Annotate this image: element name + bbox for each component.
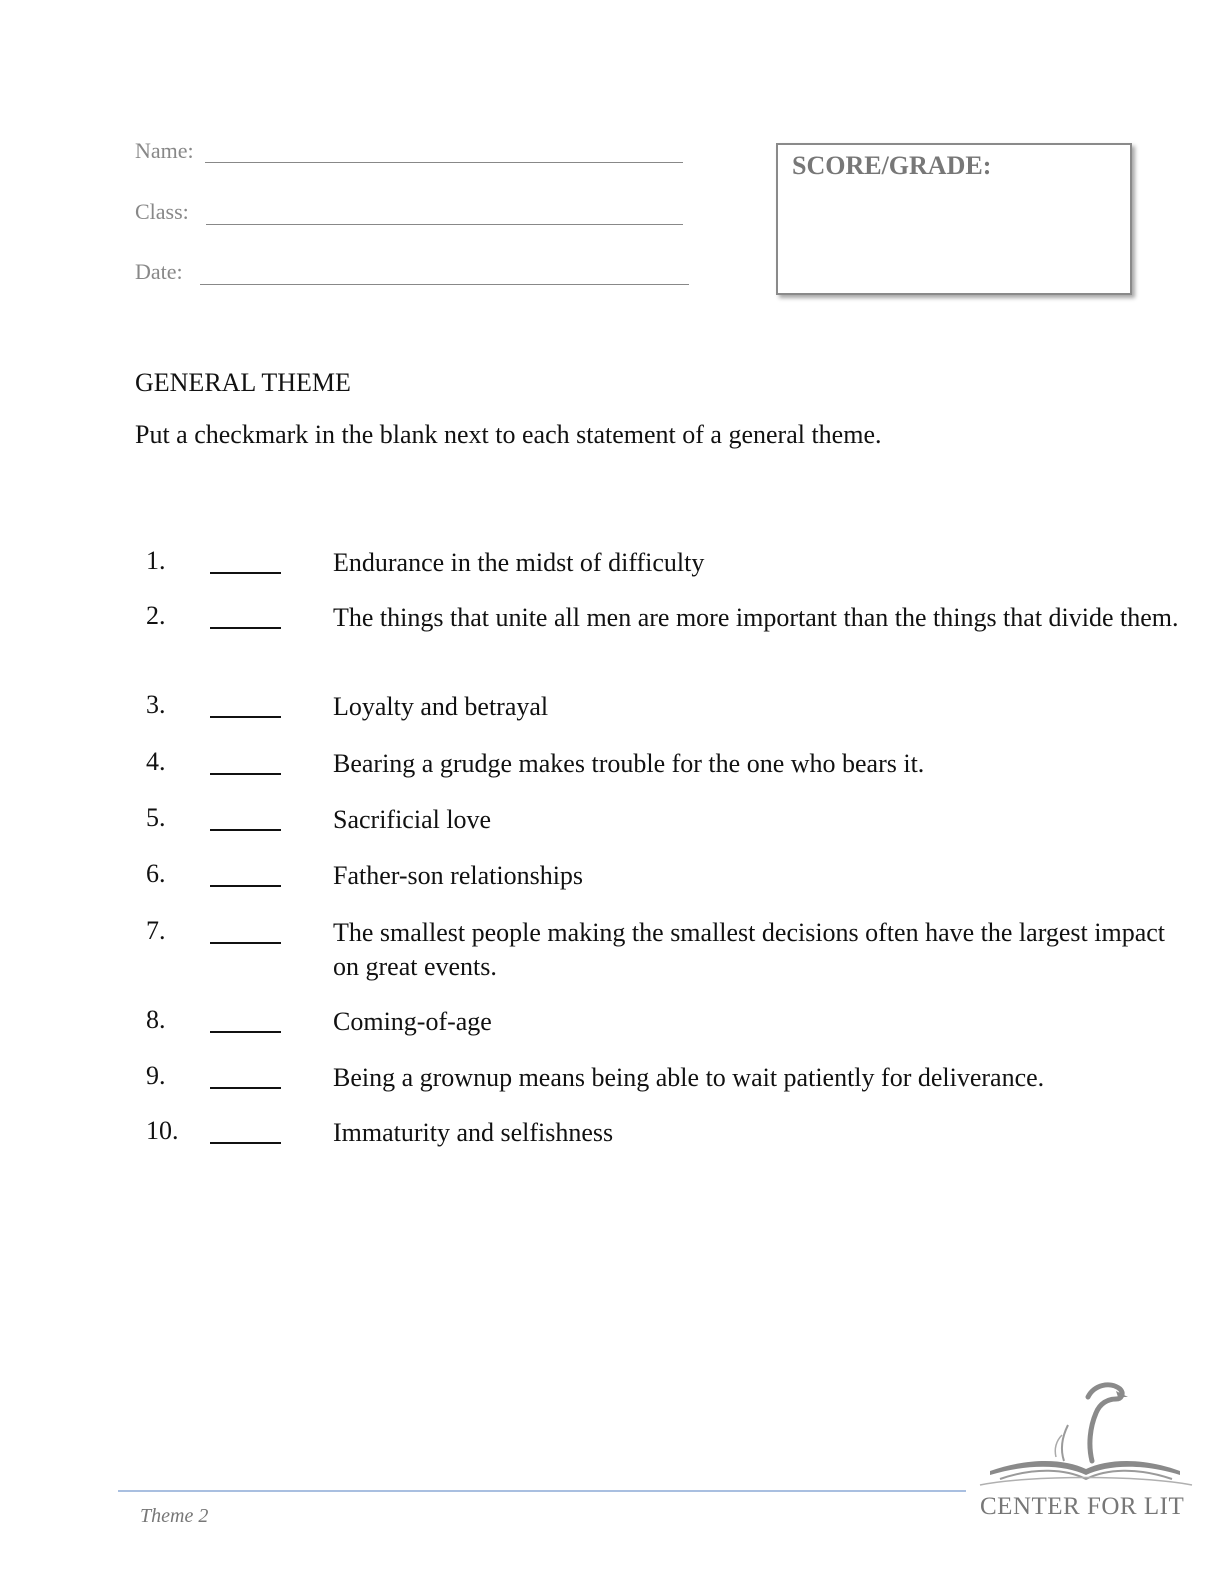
item-number: 10. (146, 1116, 179, 1145)
item-statement: Bearing a grudge makes trouble for the one who bears it. (333, 749, 925, 778)
item-statement: Sacrificial love (333, 805, 492, 834)
item-statement: Coming-of-age (333, 1007, 492, 1036)
checkmark-blank[interactable] (210, 942, 281, 944)
checkmark-blank[interactable] (210, 1142, 281, 1144)
pelican-book-icon (970, 1375, 1200, 1490)
item-number: 8. (146, 1005, 166, 1034)
item-number: 9. (146, 1061, 166, 1090)
item-number: 1. (146, 546, 166, 575)
center-for-lit-logo (970, 1375, 1200, 1525)
item-statement: The things that unite all men are more important than the things that divide them. (333, 603, 1179, 632)
checkmark-blank[interactable] (210, 1087, 281, 1089)
item-number: 3. (146, 690, 166, 719)
item-statement: Being a grownup means being able to wait patiently for deliverance. (333, 1063, 1045, 1092)
checkmark-blank[interactable] (210, 773, 281, 775)
item-statement: Endurance in the midst of difficulty (333, 548, 705, 577)
footer-page-label: Theme 2 (140, 1505, 209, 1527)
score-grade-box (776, 143, 1132, 295)
date-field[interactable] (200, 284, 689, 285)
item-statement: Immaturity and selfishness (333, 1118, 614, 1147)
item-number: 4. (146, 747, 166, 776)
checkmark-blank[interactable] (210, 1031, 281, 1033)
checkmark-blank[interactable] (210, 572, 281, 574)
footer-divider (118, 1490, 966, 1492)
class-field[interactable] (206, 224, 683, 225)
item-number: 7. (146, 916, 166, 945)
item-number: 2. (146, 601, 166, 630)
item-statement: Father-son relationships (333, 861, 584, 890)
checkmark-blank[interactable] (210, 627, 281, 629)
item-number: 5. (146, 803, 166, 832)
section-title: GENERAL THEME (135, 368, 351, 397)
checkmark-blank[interactable] (210, 829, 281, 831)
score-grade-label: SCORE/GRADE: (792, 151, 992, 180)
instructions: Put a checkmark in the blank next to each statement of a general theme. (135, 420, 882, 449)
item-statement: Loyalty and betrayal (333, 692, 549, 721)
class-label: Class: (135, 199, 189, 224)
name-field[interactable] (205, 162, 683, 163)
checkmark-blank[interactable] (210, 716, 281, 718)
item-statement: The smallest people making the smallest decisions often have the largest impact on great events. (333, 918, 1166, 981)
date-label: Date: (135, 259, 183, 284)
item-number: 6. (146, 859, 166, 888)
checkmark-blank[interactable] (210, 885, 281, 887)
logo-text: CENTER FOR LIT (980, 1493, 1185, 1520)
name-label: Name: (135, 138, 194, 163)
